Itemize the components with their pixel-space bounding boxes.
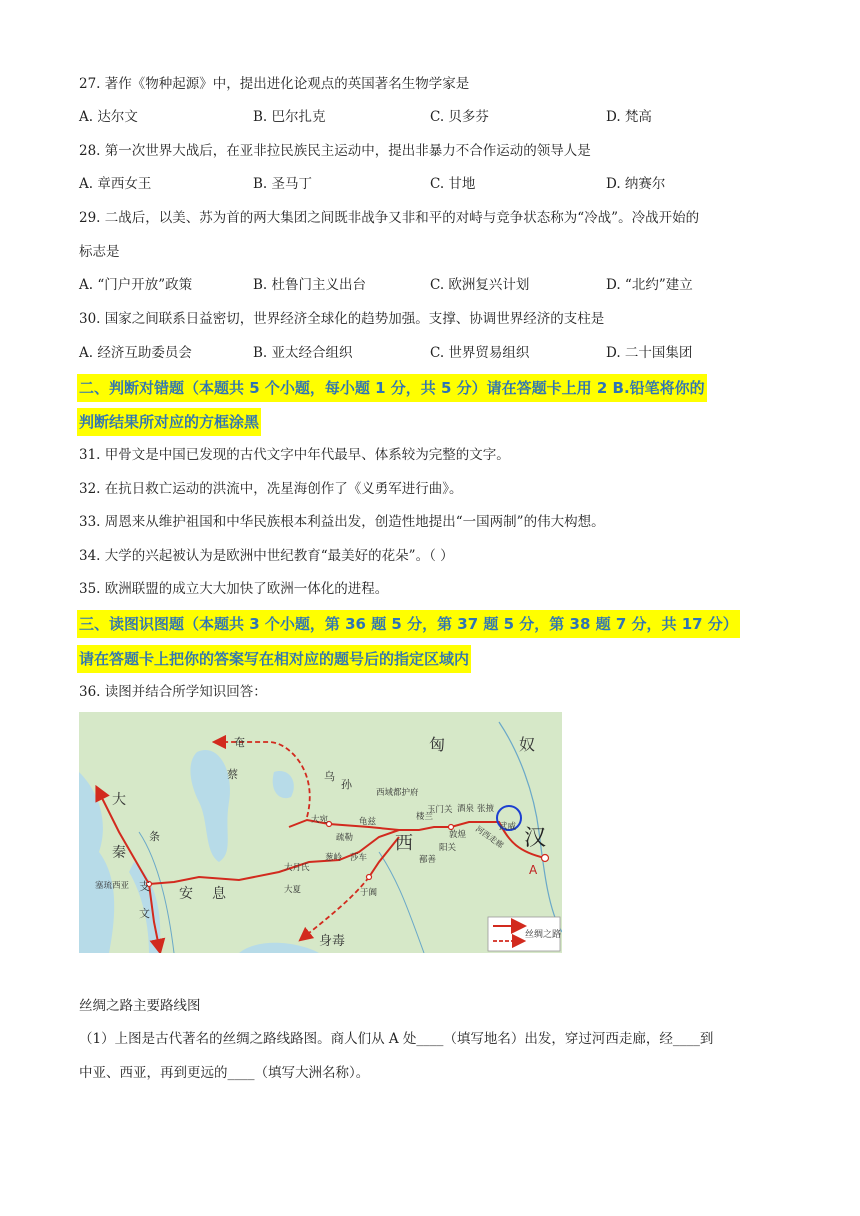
- label-yutian: 于阗: [360, 888, 378, 898]
- label-yan: 奄: [234, 736, 245, 749]
- q36-sub1-line2: 中亚、西亚，再到更远的____（填写大洲名称）。: [79, 1065, 370, 1081]
- q36-sub1-line1: （1）上图是古代著名的丝绸之路线路图。商人们从 A 处____（填写地名）出发，穿过河西走廊，经____到: [79, 1031, 714, 1047]
- section-2-heading-line1: 二、判断对错题（本题共 5 个小题，每小题 1 分，共 5 分）请在答题卡上用 2 B.铅笔将你的: [77, 374, 707, 402]
- q30-option-c: C. 世界贸易组织: [430, 345, 530, 361]
- judgment-35: 35. 欧洲联盟的成立大大加快了欧洲一体化的进程。: [79, 581, 389, 597]
- label-shanshan: 鄯善: [419, 855, 437, 865]
- q27-option-d: D. 梵高: [606, 109, 652, 125]
- question-30-stem: 30. 国家之间联系日益密切，世界经济全球化的趋势加强。支撑、协调世界经济的支柱是: [79, 311, 605, 327]
- q28-option-a: A. 章西女王: [79, 176, 152, 192]
- label-wuwei: 武威: [499, 822, 517, 832]
- section-3-heading-line2: 请在答题卡上把你的答案写在相对应的题号后的指定区域内: [77, 645, 471, 673]
- q27-option-c: C. 贝多芬: [430, 109, 489, 125]
- label-yumenguan: 玉门关: [427, 805, 453, 815]
- q30-option-d: D. 二十国集团: [606, 345, 693, 361]
- label-a: A: [529, 863, 538, 877]
- label-wen: 文: [139, 907, 150, 920]
- label-congling: 葱岭: [325, 853, 343, 863]
- label-tiao: 条: [149, 830, 160, 843]
- label-dayuan: 大宛: [311, 815, 329, 825]
- map-legend: [488, 917, 561, 951]
- q29-option-d: D. “北约”建立: [606, 277, 693, 293]
- question-36-intro: 36. 读图并结合所学知识回答：: [79, 684, 267, 700]
- label-xiongnu-1: 匈: [429, 735, 446, 754]
- label-sun: 孙: [341, 778, 352, 791]
- q29-option-a: A. “门户开放”政策: [79, 277, 193, 293]
- label-dayuezhi: 大月氏: [284, 863, 310, 873]
- map-caption: 丝绸之路主要路线图: [79, 998, 201, 1014]
- label-da: 大: [112, 792, 126, 808]
- q28-option-b: B. 圣马丁: [253, 176, 313, 192]
- city-dot-dunhuang: [449, 825, 454, 830]
- label-zhi: 支: [139, 880, 150, 893]
- label-shule: 疏勒: [336, 833, 354, 843]
- q30-option-a: A. 经济互助委员会: [79, 345, 192, 361]
- label-xiongnu-2: 奴: [519, 735, 536, 754]
- city-dot-a: [542, 855, 549, 862]
- label-hexi: 河西走廊: [473, 824, 506, 850]
- judgment-33: 33. 周恩来从维护祖国和中华民族根本利益出发，创造性地提出“一国两制”的伟大构想。: [79, 514, 605, 530]
- question-28-stem: 28. 第一次世界大战后，在亚非拉民族民主运动中，提出非暴力不合作运动的领导人是: [79, 143, 591, 159]
- q28-option-c: C. 甘地: [430, 176, 476, 192]
- label-seleucia: 塞琉西亚: [95, 881, 130, 891]
- city-dot-yutian: [367, 875, 372, 880]
- label-an: 安: [179, 886, 193, 902]
- question-27-stem: 27. 著作《物种起源》中，提出进化论观点的英国著名生物学家是: [79, 76, 470, 92]
- silk-road-map: [79, 712, 562, 953]
- legend-text: 丝绸之路: [525, 930, 562, 940]
- q30-option-b: B. 亚太经合组织: [253, 345, 353, 361]
- judgment-32: 32. 在抗日救亡运动的洪流中，冼星海创作了《义勇军进行曲》。: [79, 481, 463, 497]
- label-wu: 乌: [324, 770, 335, 783]
- q27-option-b: B. 巴尔扎克: [253, 109, 326, 125]
- q28-option-d: D. 纳赛尔: [606, 176, 666, 192]
- question-29-stem-line1: 29. 二战后，以美、苏为首的两大集团之间既非战争又非和平的对峙与竞争状态称为“冷战”。冷战开始的: [79, 210, 700, 226]
- question-29-stem-line2: 标志是: [79, 244, 120, 260]
- label-loulan: 楼兰: [416, 812, 434, 822]
- label-han: 汉: [524, 826, 547, 851]
- label-shendu: 身毒: [319, 934, 346, 949]
- judgment-34: 34. 大学的兴起被认为是欧洲中世纪教育“最美好的花朵”。（ ）: [79, 548, 454, 564]
- q29-option-c: C. 欧洲复兴计划: [430, 277, 530, 293]
- label-shache: 莎车: [350, 853, 368, 863]
- label-qin: 秦: [112, 845, 126, 861]
- section-2-heading-line2: 判断结果所对应的方框涂黑: [77, 408, 261, 436]
- label-xi: 西: [395, 833, 413, 854]
- q29-option-b: B. 杜鲁门主义出台: [253, 277, 367, 293]
- section-3-heading-line1: 三、读图识图题（本题共 3 个小题，第 36 题 5 分，第 37 题 5 分，第 38 题 7 分，共 17 分）: [77, 610, 740, 638]
- label-daxia: 大夏: [284, 885, 302, 895]
- label-yangguan: 阳关: [439, 843, 457, 853]
- q27-option-a: A. 达尔文: [79, 109, 138, 125]
- label-dunhuang: 敦煌: [449, 830, 467, 840]
- label-xi2: 息: [212, 886, 226, 902]
- label-jiuquan: 酒泉: [457, 804, 475, 814]
- label-duhufu: 西域都护府: [376, 788, 419, 798]
- label-qiuci: 龟兹: [359, 817, 377, 827]
- label-cai: 蔡: [227, 768, 238, 781]
- judgment-31: 31. 甲骨文是中国已发现的古代文字中年代最早、体系较为完整的文字。: [79, 447, 510, 463]
- label-zhangye: 张掖: [477, 804, 495, 814]
